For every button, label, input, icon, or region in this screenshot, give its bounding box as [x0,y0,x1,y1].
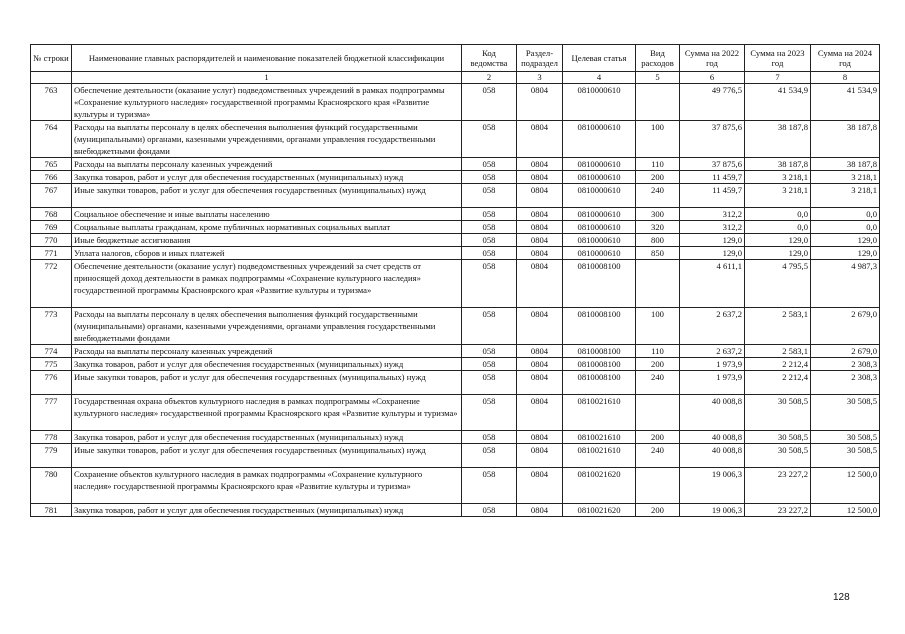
row-name: Уплата налогов, сборов и иных платежей [72,247,462,260]
section-code: 0804 [517,444,563,468]
table-header-row [31,45,880,72]
row-name: Социальные выплаты гражданам, кроме публичных нормативных социальных выплат [72,221,462,234]
sum-2022: 129,0 [680,234,745,247]
table-row [31,395,880,431]
row-name: Расходы на выплаты персоналу в целях обеспечения выполнения функций государственными (муниципальными) органами, казенными учреждениями, органами управления государственными внебюджетными фондами [72,308,462,345]
row-number: 763 [31,84,72,121]
sum-2023: 0,0 [745,221,811,234]
row-number: 770 [31,234,72,247]
target-article-code: 0810000610 [563,121,636,158]
target-article-code: 0810021620 [563,468,636,504]
department-code: 058 [462,444,517,468]
section-code: 0804 [517,121,563,158]
target-article-code: 0810008100 [563,308,636,345]
sum-2023: 3 218,1 [745,171,811,184]
sum-2023: 41 534,9 [745,84,811,121]
column-number: 7 [745,72,811,84]
expense-type-code: 240 [636,444,680,468]
row-number: 774 [31,345,72,358]
expense-type-code: 200 [636,431,680,444]
section-code: 0804 [517,84,563,121]
sum-2022: 40 008,8 [680,431,745,444]
sum-2022: 1 973,9 [680,358,745,371]
row-name: Закупка товаров, работ и услуг для обеспечения государственных (муниципальных) нужд [72,171,462,184]
sum-2023: 23 227,2 [745,468,811,504]
sum-2023: 38 187,8 [745,158,811,171]
section-code: 0804 [517,247,563,260]
table-row [31,468,880,504]
department-code: 058 [462,208,517,221]
expense-type-code: 200 [636,358,680,371]
section-code: 0804 [517,431,563,444]
row-number: 772 [31,260,72,308]
section-code: 0804 [517,358,563,371]
row-name: Иные закупки товаров, работ и услуг для обеспечения государственных (муниципальных) нужд [72,444,462,468]
sum-2022: 37 875,6 [680,158,745,171]
sum-2022: 312,2 [680,221,745,234]
section-code: 0804 [517,184,563,208]
table-row [31,158,880,171]
department-code: 058 [462,468,517,504]
section-code: 0804 [517,308,563,345]
department-code: 058 [462,358,517,371]
section-code: 0804 [517,468,563,504]
department-code: 058 [462,247,517,260]
row-name: Иные закупки товаров, работ и услуг для обеспечения государственных (муниципальных) нужд [72,371,462,395]
row-name: Расходы на выплаты персоналу казенных учреждений [72,158,462,171]
target-article-code: 0810000610 [563,84,636,121]
target-article-code: 0810021610 [563,395,636,431]
expense-type-code: 850 [636,247,680,260]
column-number: 4 [563,72,636,84]
column-number: 2 [462,72,517,84]
sum-2023: 30 508,5 [745,444,811,468]
target-article-code: 0810021610 [563,431,636,444]
budget-table [30,44,880,517]
table-body [31,84,880,517]
section-code: 0804 [517,158,563,171]
department-code: 058 [462,171,517,184]
section-code: 0804 [517,345,563,358]
sum-2024: 2 679,0 [811,345,880,358]
table-row [31,184,880,208]
row-name: Закупка товаров, работ и услуг для обеспечения государственных (муниципальных) нужд [72,431,462,444]
sum-2023: 3 218,1 [745,184,811,208]
row-number: 771 [31,247,72,260]
sum-2024: 30 508,5 [811,395,880,431]
row-name: Государственная охрана объектов культурного наследия в рамках подпрограммы «Сохранение культурного наследия» государственной программы Красноярского края «Развитие культуры и туризма» [72,395,462,431]
department-code: 058 [462,260,517,308]
sum-2023: 0,0 [745,208,811,221]
department-code: 058 [462,504,517,517]
sum-2022: 129,0 [680,247,745,260]
sum-2024: 38 187,8 [811,158,880,171]
sum-2024: 38 187,8 [811,121,880,158]
column-number [31,72,72,84]
sum-2022: 19 006,3 [680,468,745,504]
target-article-code: 0810000610 [563,247,636,260]
expense-type-code [636,260,680,308]
section-code: 0804 [517,208,563,221]
department-code: 058 [462,395,517,431]
table-row [31,121,880,158]
sum-2024: 30 508,5 [811,431,880,444]
expense-type-code [636,468,680,504]
sum-2024: 2 679,0 [811,308,880,345]
table-row [31,234,880,247]
sum-2022: 49 776,5 [680,84,745,121]
sum-2023: 30 508,5 [745,431,811,444]
row-number: 769 [31,221,72,234]
expense-type-code: 320 [636,221,680,234]
header-department-code: Код ведомства [462,45,517,72]
row-name: Расходы на выплаты персоналу казенных учреждений [72,345,462,358]
department-code: 058 [462,121,517,158]
section-code: 0804 [517,171,563,184]
department-code: 058 [462,84,517,121]
table-row [31,358,880,371]
row-number: 767 [31,184,72,208]
sum-2022: 312,2 [680,208,745,221]
target-article-code: 0810008100 [563,345,636,358]
table-row [31,345,880,358]
header-sum-2024: Сумма на 2024 год [811,45,880,72]
sum-2022: 19 006,3 [680,504,745,517]
table-row [31,221,880,234]
row-number: 768 [31,208,72,221]
sum-2023: 30 508,5 [745,395,811,431]
sum-2022: 11 459,7 [680,184,745,208]
target-article-code: 0810008100 [563,260,636,308]
table-row [31,171,880,184]
row-number: 775 [31,358,72,371]
row-name: Закупка товаров, работ и услуг для обеспечения государственных (муниципальных) нужд [72,504,462,517]
sum-2022: 1 973,9 [680,371,745,395]
section-code: 0804 [517,371,563,395]
row-name: Расходы на выплаты персоналу в целях обеспечения выполнения функций государственными (муниципальными) органами, казенными учреждениями, органами управления государственными внебюджетными фондами [72,121,462,158]
section-code: 0804 [517,260,563,308]
sum-2024: 3 218,1 [811,171,880,184]
table-row [31,260,880,308]
column-number: 3 [517,72,563,84]
table-row [31,371,880,395]
expense-type-code: 800 [636,234,680,247]
row-name: Иные закупки товаров, работ и услуг для обеспечения государственных (муниципальных) нужд [72,184,462,208]
sum-2024: 129,0 [811,234,880,247]
table-row [31,431,880,444]
sum-2024: 0,0 [811,208,880,221]
department-code: 058 [462,345,517,358]
sum-2022: 11 459,7 [680,171,745,184]
header-sum-2023: Сумма на 2023 год [745,45,811,72]
row-number: 765 [31,158,72,171]
sum-2023: 4 795,5 [745,260,811,308]
header-sum-2022: Сумма на 2022 год [680,45,745,72]
department-code: 058 [462,431,517,444]
department-code: 058 [462,234,517,247]
target-article-code: 0810021620 [563,504,636,517]
section-code: 0804 [517,234,563,247]
sum-2024: 2 308,3 [811,358,880,371]
target-article-code: 0810000610 [563,208,636,221]
sum-2024: 12 500,0 [811,504,880,517]
table-row [31,208,880,221]
header-expense-type: Вид расходов [636,45,680,72]
column-number: 1 [72,72,462,84]
sum-2022: 40 008,8 [680,395,745,431]
sum-2024: 4 987,3 [811,260,880,308]
target-article-code: 0810000610 [563,234,636,247]
column-number: 6 [680,72,745,84]
sum-2022: 2 637,2 [680,345,745,358]
section-code: 0804 [517,221,563,234]
target-article-code: 0810008100 [563,358,636,371]
row-number: 781 [31,504,72,517]
sum-2023: 2 212,4 [745,358,811,371]
column-number-row [31,72,880,84]
expense-type-code: 300 [636,208,680,221]
row-number: 777 [31,395,72,431]
header-target-article: Целевая статья [563,45,636,72]
table-row [31,504,880,517]
department-code: 058 [462,184,517,208]
table-row [31,84,880,121]
sum-2022: 37 875,6 [680,121,745,158]
target-article-code: 0810000610 [563,221,636,234]
sum-2022: 2 637,2 [680,308,745,345]
row-name: Иные бюджетные ассигнования [72,234,462,247]
row-number: 776 [31,371,72,395]
row-name: Обеспечение деятельности (оказание услуг) подведомственных учреждений в рамках подпрограммы «Сохранение культурного наследия» государственной программы Красноярского края «Развитие культуры и туризма» [72,84,462,121]
header-row-number: № строки [31,45,72,72]
section-code: 0804 [517,395,563,431]
expense-type-code: 240 [636,371,680,395]
row-number: 773 [31,308,72,345]
sum-2024: 12 500,0 [811,468,880,504]
row-name: Социальное обеспечение и иные выплаты населению [72,208,462,221]
row-name: Закупка товаров, работ и услуг для обеспечения государственных (муниципальных) нужд [72,358,462,371]
expense-type-code: 240 [636,184,680,208]
sum-2024: 41 534,9 [811,84,880,121]
table-row [31,444,880,468]
department-code: 058 [462,308,517,345]
sum-2022: 4 611,1 [680,260,745,308]
target-article-code: 0810000610 [563,184,636,208]
target-article-code: 0810000610 [563,171,636,184]
expense-type-code: 200 [636,504,680,517]
sum-2024: 0,0 [811,221,880,234]
expense-type-code: 100 [636,308,680,345]
column-number: 8 [811,72,880,84]
expense-type-code [636,84,680,121]
department-code: 058 [462,158,517,171]
sum-2023: 2 583,1 [745,345,811,358]
column-number: 5 [636,72,680,84]
target-article-code: 0810021610 [563,444,636,468]
header-name: Наименование главных распорядителей и наименование показателей бюджетной классификации [72,45,462,72]
expense-type-code: 100 [636,121,680,158]
sum-2024: 3 218,1 [811,184,880,208]
sum-2023: 38 187,8 [745,121,811,158]
sum-2023: 2 583,1 [745,308,811,345]
table-row [31,308,880,345]
row-number: 764 [31,121,72,158]
target-article-code: 0810008100 [563,371,636,395]
department-code: 058 [462,371,517,395]
expense-type-code: 110 [636,158,680,171]
sum-2023: 23 227,2 [745,504,811,517]
sum-2023: 2 212,4 [745,371,811,395]
page-number: 128 [833,592,850,603]
row-number: 766 [31,171,72,184]
sum-2023: 129,0 [745,247,811,260]
row-number: 779 [31,444,72,468]
sum-2024: 2 308,3 [811,371,880,395]
header-section: Раздел-подраздел [517,45,563,72]
row-name: Сохранение объектов культурного наследия в рамках подпрограммы «Сохранение культурного наследия» государственной программы Красноярского края «Развитие культуры и туризма» [72,468,462,504]
sum-2024: 129,0 [811,247,880,260]
section-code: 0804 [517,504,563,517]
expense-type-code: 110 [636,345,680,358]
sum-2023: 129,0 [745,234,811,247]
row-number: 780 [31,468,72,504]
expense-type-code: 200 [636,171,680,184]
expense-type-code [636,395,680,431]
table-row [31,247,880,260]
department-code: 058 [462,221,517,234]
sum-2024: 30 508,5 [811,444,880,468]
row-number: 778 [31,431,72,444]
row-name: Обеспечение деятельности (оказание услуг) подведомственных учреждений за счет средств от приносящей доход деятельности в рамках подпрограммы «Сохранение культурного наследия» государственной программы Красноярского края «Развитие культуры и туризма» [72,260,462,308]
sum-2022: 40 008,8 [680,444,745,468]
target-article-code: 0810000610 [563,158,636,171]
